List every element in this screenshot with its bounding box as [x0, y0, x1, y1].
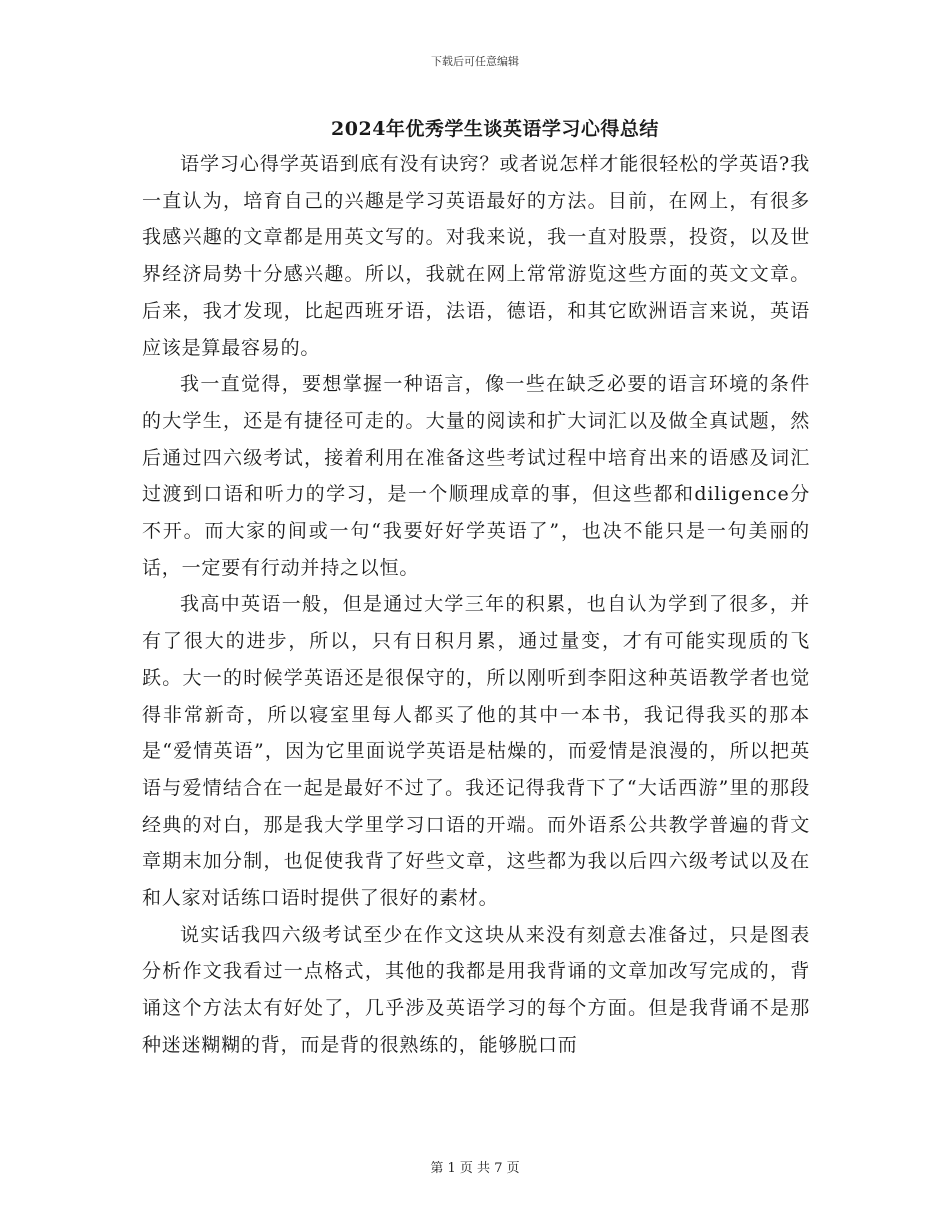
paragraph: 说实话我四六级考试至少在作文这块从来没有刻意去准备过，只是图表分析作文我看过一点格式，其他的我都是用我背诵的文章加改写完成的，背诵这个方法太有好处了，几乎涉及英语学习的每个方面。但是我背诵不是那种迷迷糊糊的背，而是背的很熟练的，能够脱口而 — [142, 923, 810, 1056]
paragraph: 我一直觉得，要想掌握一种语言，像一些在缺乏必要的语言环境的条件的大学生，还是有捷径可走的。大量的阅读和扩大词汇以及做全真试题，然后通过四六级考试，接着利用在准备这些考试过程中培育出来的语感及词汇过渡到口语和听力的学习，是一个顺理成章的事，但这些都和diligence分不开。而大家的间或一句“我要好好学英语了”，也决不能只是一句美丽的话，一定要有行动并持之以恒。 — [142, 373, 810, 579]
paragraph: 语学习心得学英语到底有没有诀窍？或者说怎样才能很轻松的学英语?我一直认为，培育自己的兴趣是学习英语最好的方法。目前，在网上，有很多我感兴趣的文章都是用英文写的。对我来说，我一直对股票，投资，以及世界经济局势十分感兴趣。所以，我就在网上常常游览这些方面的英文文章。后来，我才发现，比起西班牙语，法语，德语，和其它欧洲语言来说，英语应该是算最容易的。 — [142, 153, 810, 359]
document-body — [142, 146, 810, 1064]
paragraph: 我高中英语一般，但是通过大学三年的积累，也自认为学到了很多，并有了很大的进步，所以，只有日积月累，通过量变，才有可能实现质的飞跃。大一的时候学英语还是很保守的，所以刚听到李阳这种英语教学者也觉得非常新奇，所以寝室里每人都买了他的其中一本书，我记得我买的那本是“爱情英语”，因为它里面说学英语是枯燥的，而爱情是浪漫的，所以把英语与爱情结合在一起是最好不过了。我还记得我背下了“大话西游”里的那段经典的对白，那是我大学里学习口语的开端。而外语系公共教学普遍的背文章期末加分制，也促使我背了好些文章，这些都为我以后四六级考试以及在和人家对话练口语时提供了很好的素材。 — [142, 593, 810, 910]
page-number: 第 1 页 共 7 页 — [430, 1161, 520, 1176]
header-note: 下载后可任意编辑 — [431, 55, 519, 68]
document-title: 2024年优秀学生谈英语学习心得总结 — [331, 118, 659, 140]
